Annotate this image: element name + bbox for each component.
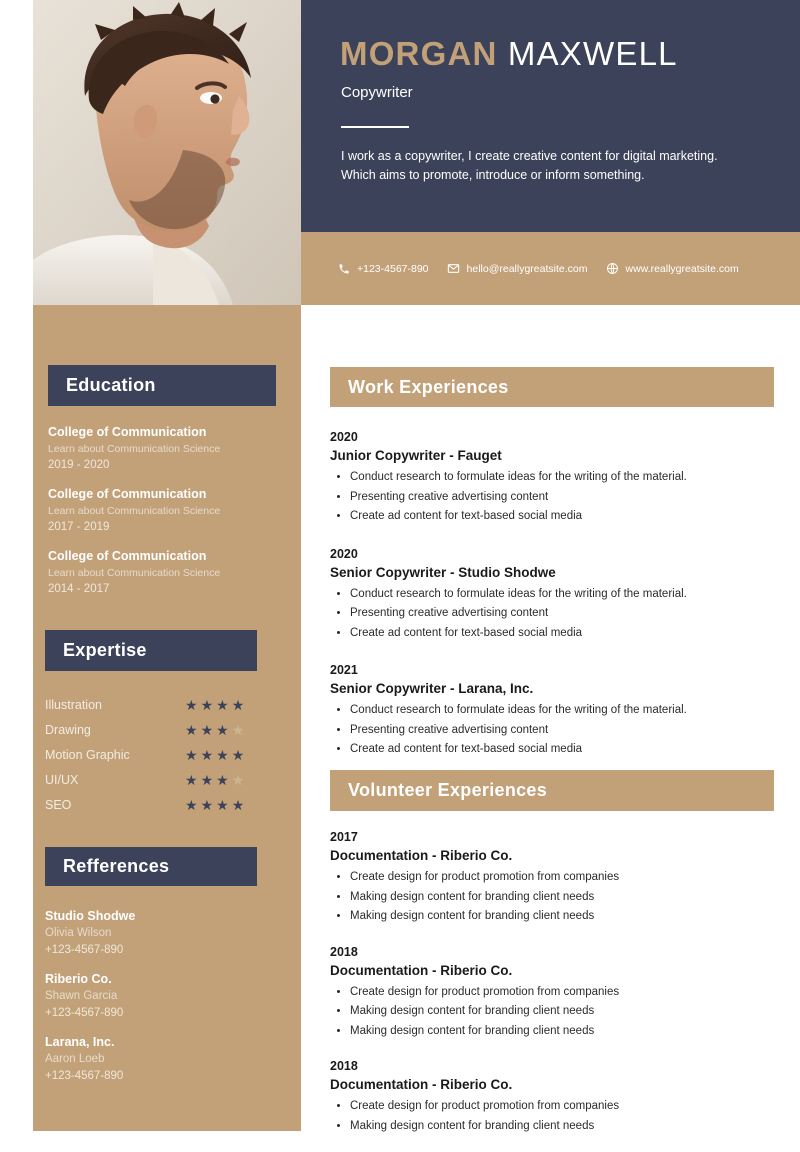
- website-text: www.reallygreatsite.com: [625, 262, 739, 275]
- bullet-item: • Making design content for branding client needs: [350, 1022, 780, 1042]
- list-item: [48, 548, 278, 598]
- list-item: [330, 661, 780, 760]
- bullet-item: • Create design for product promotion from companies: [350, 1097, 780, 1117]
- reference-person: Aaron Loeb: [45, 1053, 105, 1065]
- contact-email[interactable]: [447, 262, 588, 275]
- first-name: MORGAN: [340, 35, 498, 72]
- list-item: [45, 767, 275, 792]
- reference-person: Shawn Garcia: [45, 990, 118, 1002]
- bullet-item: • Making design content for branding client needs: [350, 907, 780, 927]
- volunteer-experiences-heading: Volunteer Experiences: [330, 770, 774, 811]
- education-desc: Learn about Communication Science: [48, 505, 221, 517]
- bullet-item: • Making design content for branding client needs: [350, 1002, 780, 1022]
- skill-label: UI/UX: [45, 772, 79, 787]
- star-icon: ★: [216, 746, 229, 763]
- reference-phone: +123-4567-890: [45, 1007, 124, 1019]
- education-school: College of Communication: [48, 487, 207, 501]
- work-title: Senior Copywriter - Studio Shodwe: [330, 564, 556, 580]
- skill-rating: [185, 723, 244, 737]
- work-year: 2020: [330, 546, 358, 561]
- bullet-item: • Presenting creative advertising content: [350, 488, 780, 508]
- reference-org: Studio Shodwe: [45, 909, 136, 923]
- profile-photo: [33, 0, 301, 305]
- education-school: College of Communication: [48, 549, 207, 563]
- expertise-list: [45, 692, 275, 817]
- skill-rating: [185, 748, 244, 762]
- list-item: [45, 742, 275, 767]
- work-title: Senior Copywriter - Larana, Inc.: [330, 681, 534, 696]
- list-item: [45, 970, 275, 1022]
- volunteer-bullets: [330, 983, 780, 1042]
- list-item: [330, 428, 780, 527]
- star-icon: ★: [231, 771, 245, 788]
- bullet-item: • Conduct research to formulate ideas for the writing of the material.: [350, 701, 780, 721]
- star-icon: ★: [231, 721, 245, 738]
- list-item: [330, 943, 780, 1042]
- last-name: MAXWELL: [507, 35, 678, 72]
- page-title: [340, 35, 678, 73]
- volunteer-year: 2017: [330, 830, 358, 844]
- skill-label: Illustration: [45, 697, 102, 712]
- list-item: [45, 907, 275, 959]
- education-heading: Education: [48, 365, 276, 406]
- reference-phone: +123-4567-890: [45, 1070, 124, 1082]
- list-item: [48, 486, 278, 536]
- skill-label: Drawing: [45, 722, 91, 737]
- education-desc: Learn about Communication Science: [48, 443, 221, 455]
- volunteer-title: Documentation - Riberio Co.: [330, 962, 513, 978]
- list-item: [45, 692, 275, 717]
- skill-rating: [185, 798, 244, 812]
- envelope-icon: [447, 262, 460, 275]
- volunteer-year: 2018: [330, 1059, 358, 1073]
- volunteer-experiences-list: [330, 828, 780, 1152]
- reference-person: Olivia Wilson: [45, 927, 112, 939]
- education-years: 2019 - 2020: [48, 459, 110, 471]
- star-icon: ★: [200, 721, 214, 738]
- star-icon: ★: [200, 796, 214, 813]
- star-icon: ★: [200, 696, 214, 713]
- bullet-item: • Create ad content for text-based social media: [350, 507, 780, 527]
- bullet-item: • Presenting creative advertising content: [350, 721, 780, 741]
- skill-rating: [185, 698, 244, 712]
- reference-org: Larana, Inc.: [45, 1035, 115, 1049]
- star-icon: ★: [185, 696, 198, 713]
- list-item: [45, 717, 275, 742]
- list-item: [330, 1057, 780, 1136]
- list-item: [45, 792, 275, 817]
- education-list: [48, 424, 278, 610]
- star-icon: ★: [185, 796, 198, 813]
- contact-website[interactable]: [606, 262, 739, 275]
- star-icon: ★: [216, 796, 229, 813]
- bullet-item: • Making design content for branding client needs: [350, 1117, 780, 1137]
- skill-label: SEO: [45, 797, 72, 812]
- star-icon: ★: [216, 696, 229, 713]
- star-icon: ★: [231, 746, 245, 763]
- bullet-item: • Create ad content for text-based social media: [350, 624, 780, 644]
- job-role: Copywriter: [341, 84, 413, 101]
- star-icon: ★: [185, 721, 198, 738]
- expertise-heading: Expertise: [45, 630, 257, 671]
- bullet-item: • Create ad content for text-based social media: [350, 740, 780, 760]
- work-bullets: [330, 468, 780, 527]
- education-years: 2014 - 2017: [48, 583, 110, 595]
- volunteer-year: 2018: [330, 944, 358, 959]
- star-icon: ★: [231, 796, 245, 813]
- education-desc: Learn about Communication Science: [48, 567, 221, 579]
- bullet-item: • Create design for product promotion from companies: [350, 868, 780, 888]
- volunteer-bullets: [330, 1097, 780, 1136]
- star-icon: ★: [216, 771, 229, 788]
- work-experiences-list: [330, 428, 780, 778]
- list-item: [330, 545, 780, 644]
- bullet-item: • Create design for product promotion from companies: [350, 983, 780, 1003]
- work-bullets: [330, 585, 780, 644]
- work-title: Junior Copywriter - Fauget: [330, 448, 502, 463]
- profile-summary: I work as a copywriter, I create creative content for digital marketing. Which aims to promote, introduce or inform something.: [341, 149, 718, 182]
- list-item: [48, 424, 278, 474]
- star-icon: ★: [200, 771, 214, 788]
- skill-rating: [185, 773, 244, 787]
- email-text: hello@reallygreatsite.com: [466, 262, 588, 275]
- education-years: 2017 - 2019: [48, 521, 110, 533]
- reference-phone: +123-4567-890: [45, 944, 124, 956]
- bullet-item: • Conduct research to formulate ideas for the writing of the material.: [350, 585, 780, 605]
- phone-icon: [338, 263, 350, 275]
- list-item: [330, 828, 780, 927]
- references-heading: Refferences: [45, 847, 257, 886]
- star-icon: ★: [185, 771, 198, 788]
- globe-icon: [606, 262, 619, 275]
- bullet-item: • Making design content for branding client needs: [350, 888, 780, 908]
- work-bullets: [330, 701, 780, 760]
- contact-bar: [300, 232, 800, 305]
- star-icon: ★: [185, 746, 198, 763]
- volunteer-title: Documentation - Riberio Co.: [330, 1077, 513, 1092]
- references-list: [45, 907, 275, 1096]
- list-item: [45, 1033, 275, 1085]
- work-year: 2020: [330, 430, 358, 444]
- bullet-item: • Presenting creative advertising content: [350, 604, 780, 624]
- skill-label: Motion Graphic: [45, 747, 130, 762]
- bullet-item: • Conduct research to formulate ideas for the writing of the material.: [350, 468, 780, 488]
- header-divider: [341, 126, 409, 128]
- education-school: College of Communication: [48, 425, 207, 439]
- star-icon: ★: [216, 721, 229, 738]
- phone-text: +123-4567-890: [357, 262, 429, 275]
- star-icon: ★: [231, 696, 245, 713]
- volunteer-title: Documentation - Riberio Co.: [330, 848, 513, 863]
- work-year: 2021: [330, 663, 358, 677]
- volunteer-bullets: [330, 868, 780, 927]
- contact-phone[interactable]: [338, 263, 429, 275]
- work-experiences-heading: Work Experiences: [330, 367, 774, 407]
- reference-org: Riberio Co.: [45, 972, 112, 986]
- star-icon: ★: [200, 746, 214, 763]
